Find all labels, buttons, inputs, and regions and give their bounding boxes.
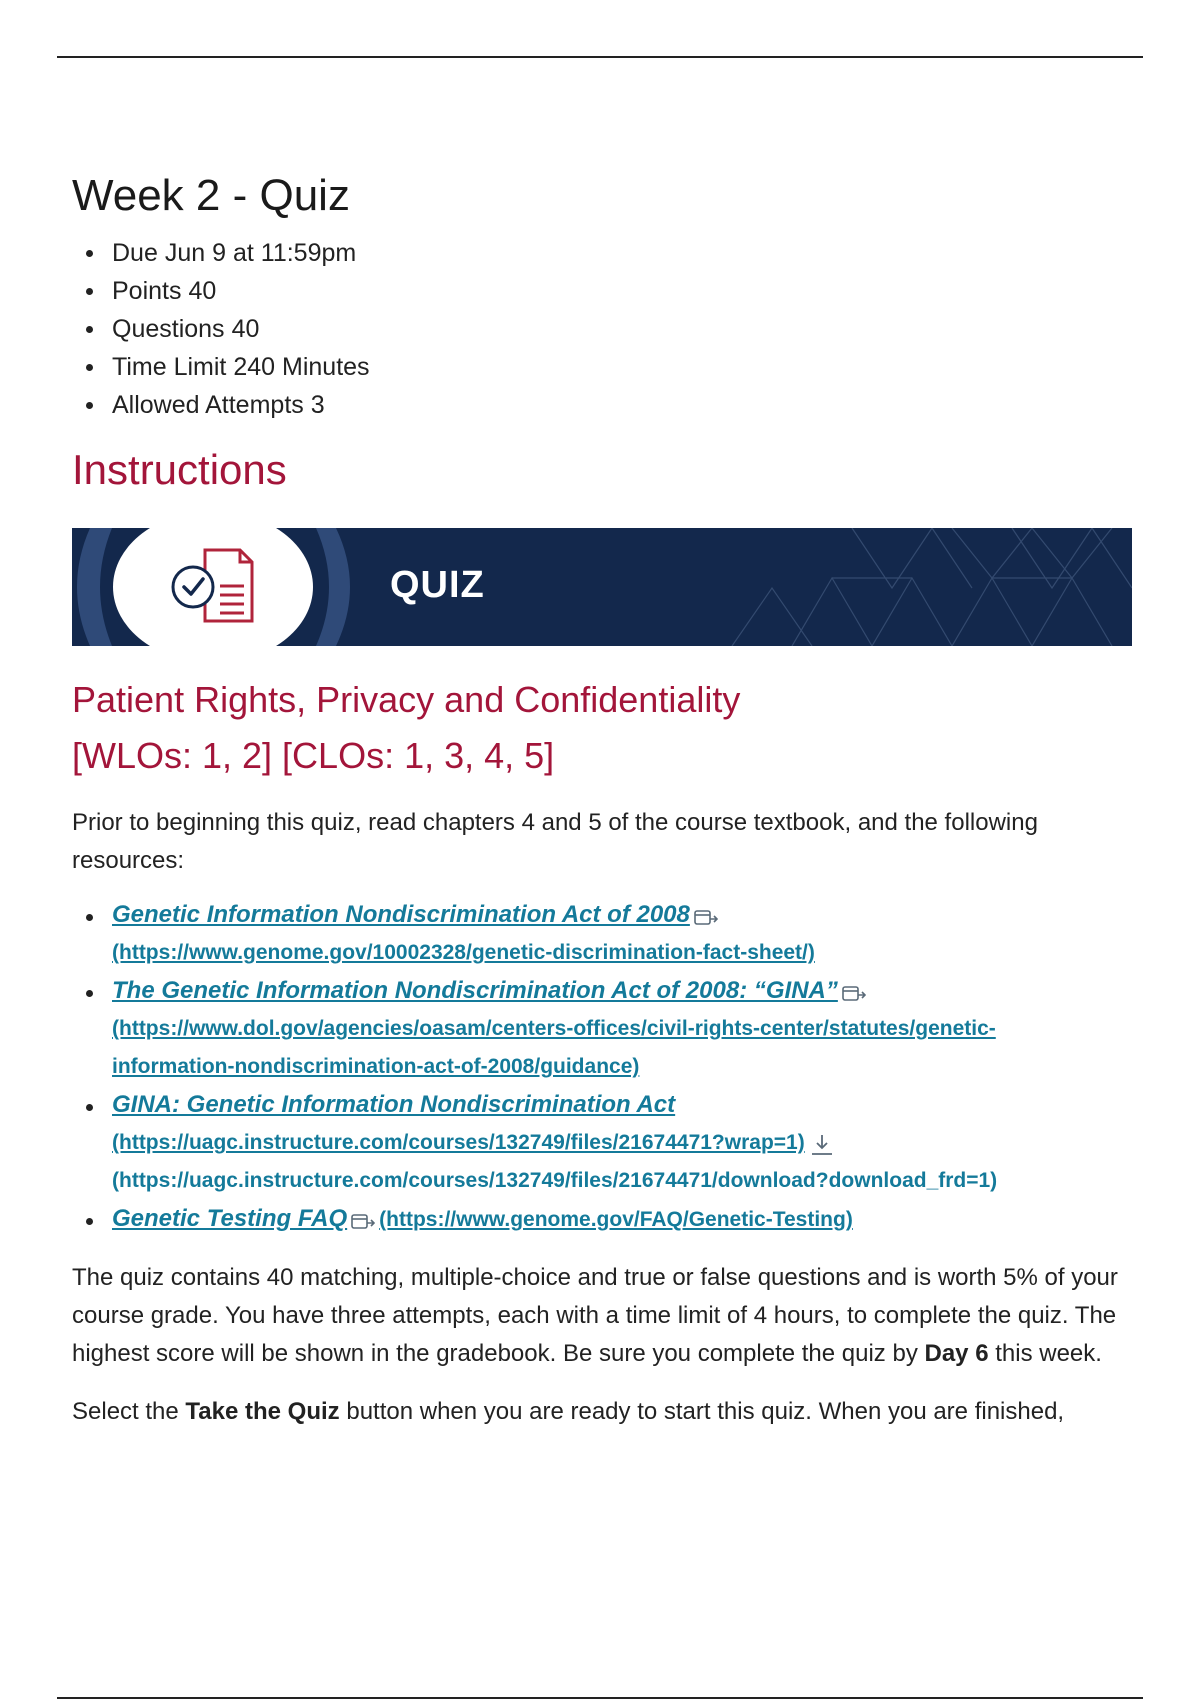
banner-label: QUIZ [390, 564, 485, 606]
resource-url-genetic-testing-faq[interactable]: (https://www.genome.gov/FAQ/Genetic-Testing) [379, 1208, 853, 1231]
subheading-title: Patient Rights, Privacy and Confidentiality [72, 679, 741, 720]
external-link-icon [842, 985, 866, 1003]
resources-list [72, 896, 1132, 1239]
resource-url-gina-2008[interactable]: (https://www.genome.gov/10002328/genetic-discrimination-fact-sheet/) [112, 941, 815, 964]
page-content [72, 168, 1132, 1431]
instructions-heading: Instructions [72, 446, 287, 493]
take-quiz-paragraph: Select the Take the Quiz button when you are ready to start this quiz. When you are finished, [72, 1398, 1065, 1425]
resource-link-gina-dol[interactable]: The Genetic Information Nondiscrimination Act of 2008: “GINA” [112, 977, 838, 1004]
page-title: Week 2 - Quiz [72, 171, 350, 220]
due-date-item: Due Jun 9 at 11:59pm [72, 234, 1132, 272]
download-icon[interactable] [809, 1133, 835, 1157]
resource-link-gina-2008[interactable]: Genetic Information Nondiscrimination Act of 2008 [112, 901, 690, 928]
resource-link-genetic-testing-faq[interactable]: Genetic Testing FAQ [112, 1205, 348, 1232]
list-item [72, 972, 1132, 1086]
subheading-objectives: [WLOs: 1, 2] [CLOs: 1, 3, 4, 5] [72, 735, 555, 776]
banner-graphic [72, 528, 1132, 646]
questions-item: Questions 40 [72, 310, 1132, 348]
resource-download-url[interactable]: (https://uagc.instructure.com/courses/132749/files/21674471/download?download_frd=1) [112, 1169, 998, 1192]
external-link-icon [351, 1213, 375, 1231]
resource-url-gina-dol[interactable]: (https://www.dol.gov/agencies/oasam/centers-offices/civil-rights-center/statutes/genetic- [112, 1017, 996, 1040]
resource-url-gina-dol-cont[interactable]: information-nondiscrimination-act-of-2008/guidance) [112, 1055, 640, 1078]
bottom-divider [57, 1697, 1143, 1699]
resource-url-gina-file[interactable]: (https://uagc.instructure.com/courses/132749/files/21674471?wrap=1) [112, 1131, 805, 1154]
list-item [72, 896, 1132, 972]
section-subheading [72, 672, 1132, 784]
points-item: Points 40 [72, 272, 1132, 310]
external-link-icon [694, 909, 718, 927]
resource-link-gina-file[interactable]: GINA: Genetic Information Nondiscrimination Act [112, 1091, 676, 1118]
quiz-details-list [72, 234, 1132, 424]
intro-paragraph: Prior to beginning this quiz, read chapters 4 and 5 of the course textbook, and the following resources: [72, 809, 1038, 874]
list-item [72, 1200, 1132, 1239]
time-limit-item: Time Limit 240 Minutes [72, 348, 1132, 386]
list-item [72, 1086, 1132, 1200]
top-divider [57, 56, 1143, 58]
quiz-description-paragraph: The quiz contains 40 matching, multiple-choice and true or false questions and is worth 5% of your course grade. You have three attempts, each with a time limit of 4 hours, to complete the quiz. The highest score will be shown in the gradebook. Be sure you complete the quiz by Day 6 this week. [72, 1264, 1118, 1367]
allowed-attempts-item: Allowed Attempts 3 [72, 386, 1132, 424]
quiz-banner [72, 528, 1132, 646]
